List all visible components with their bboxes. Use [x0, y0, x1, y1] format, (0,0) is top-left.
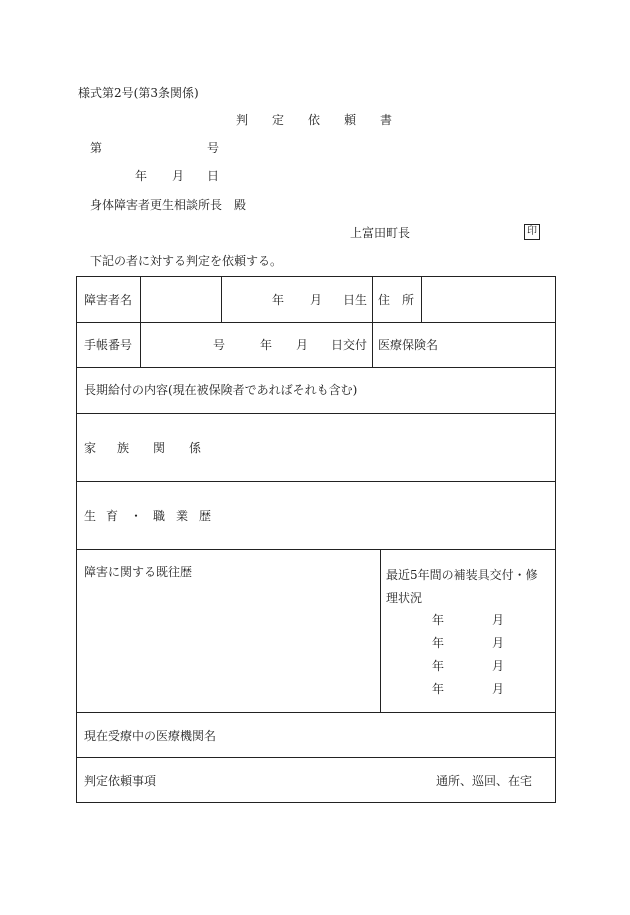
birth-day-label: 日生	[343, 293, 368, 307]
career-char: ・	[130, 509, 143, 523]
date-year: 年	[135, 169, 148, 183]
insurance-label: 医療保険名	[378, 338, 439, 352]
date-day: 日	[207, 169, 220, 183]
issue-year-label: 年	[260, 338, 273, 352]
address-label: 住 所	[378, 293, 415, 307]
number-dai: 第	[90, 141, 103, 155]
device-status-label-cont: 理状況	[386, 591, 423, 605]
device-year-label: 年	[432, 613, 445, 627]
row-divider	[76, 712, 556, 713]
intro-text: 下記の者に対する判定を依頼する。	[90, 254, 283, 268]
career-char: 業	[176, 509, 189, 523]
family-char: 家	[84, 441, 97, 455]
device-month-label: 月	[492, 613, 505, 627]
row-divider	[76, 757, 556, 758]
row-divider	[76, 549, 556, 550]
birth-year-label: 年	[272, 293, 285, 307]
disabled-name-label: 障害者名	[84, 293, 133, 307]
career-char: 育	[106, 509, 119, 523]
col-divider	[372, 276, 373, 367]
number-go: 号	[207, 141, 220, 155]
request-items-label: 判定依頼事項	[84, 774, 157, 788]
title-char: 依	[308, 113, 321, 127]
row-divider	[76, 322, 556, 323]
long-term-benefit-label: 長期給付の内容(現在被保険者であればそれも含む)	[84, 383, 358, 397]
career-char: 職	[153, 509, 166, 523]
title-char: 書	[380, 113, 393, 127]
col-divider	[421, 276, 422, 322]
disability-history-label: 障害に関する既往歴	[84, 565, 193, 579]
date-month: 月	[172, 169, 185, 183]
device-year-label: 年	[432, 659, 445, 673]
seal-stamp: 印	[524, 224, 540, 240]
issue-month-label: 月	[296, 338, 309, 352]
col-divider	[140, 276, 141, 367]
sender: 上富田町長	[350, 226, 411, 240]
col-divider	[380, 549, 381, 712]
career-char: 歴	[199, 509, 212, 523]
title-char: 定	[272, 113, 285, 127]
row-divider	[76, 413, 556, 414]
device-status-label: 最近5年間の補装具交付・修	[386, 568, 538, 582]
title-char: 判	[236, 113, 249, 127]
device-year-label: 年	[432, 682, 445, 696]
family-char: 族	[117, 441, 130, 455]
handbook-go-label: 号	[213, 338, 226, 352]
family-char: 関	[153, 441, 166, 455]
birth-month-label: 月	[310, 293, 323, 307]
device-month-label: 月	[492, 659, 505, 673]
title-char: 頼	[344, 113, 357, 127]
col-divider	[221, 276, 222, 322]
form-number: 様式第2号(第3条関係)	[78, 86, 199, 100]
row-divider	[76, 481, 556, 482]
request-options: 通所、巡回、在宅	[436, 774, 533, 788]
device-month-label: 月	[492, 636, 505, 650]
career-char: 生	[84, 509, 97, 523]
current-hospital-label: 現在受療中の医療機関名	[84, 729, 217, 743]
family-char: 係	[189, 441, 202, 455]
row-divider	[76, 367, 556, 368]
device-month-label: 月	[492, 682, 505, 696]
issue-day-label: 日交付	[331, 338, 368, 352]
addressee: 身体障害者更生相談所長 殿	[90, 198, 247, 212]
handbook-number-label: 手帳番号	[84, 338, 133, 352]
device-year-label: 年	[432, 636, 445, 650]
request-table	[76, 276, 556, 803]
